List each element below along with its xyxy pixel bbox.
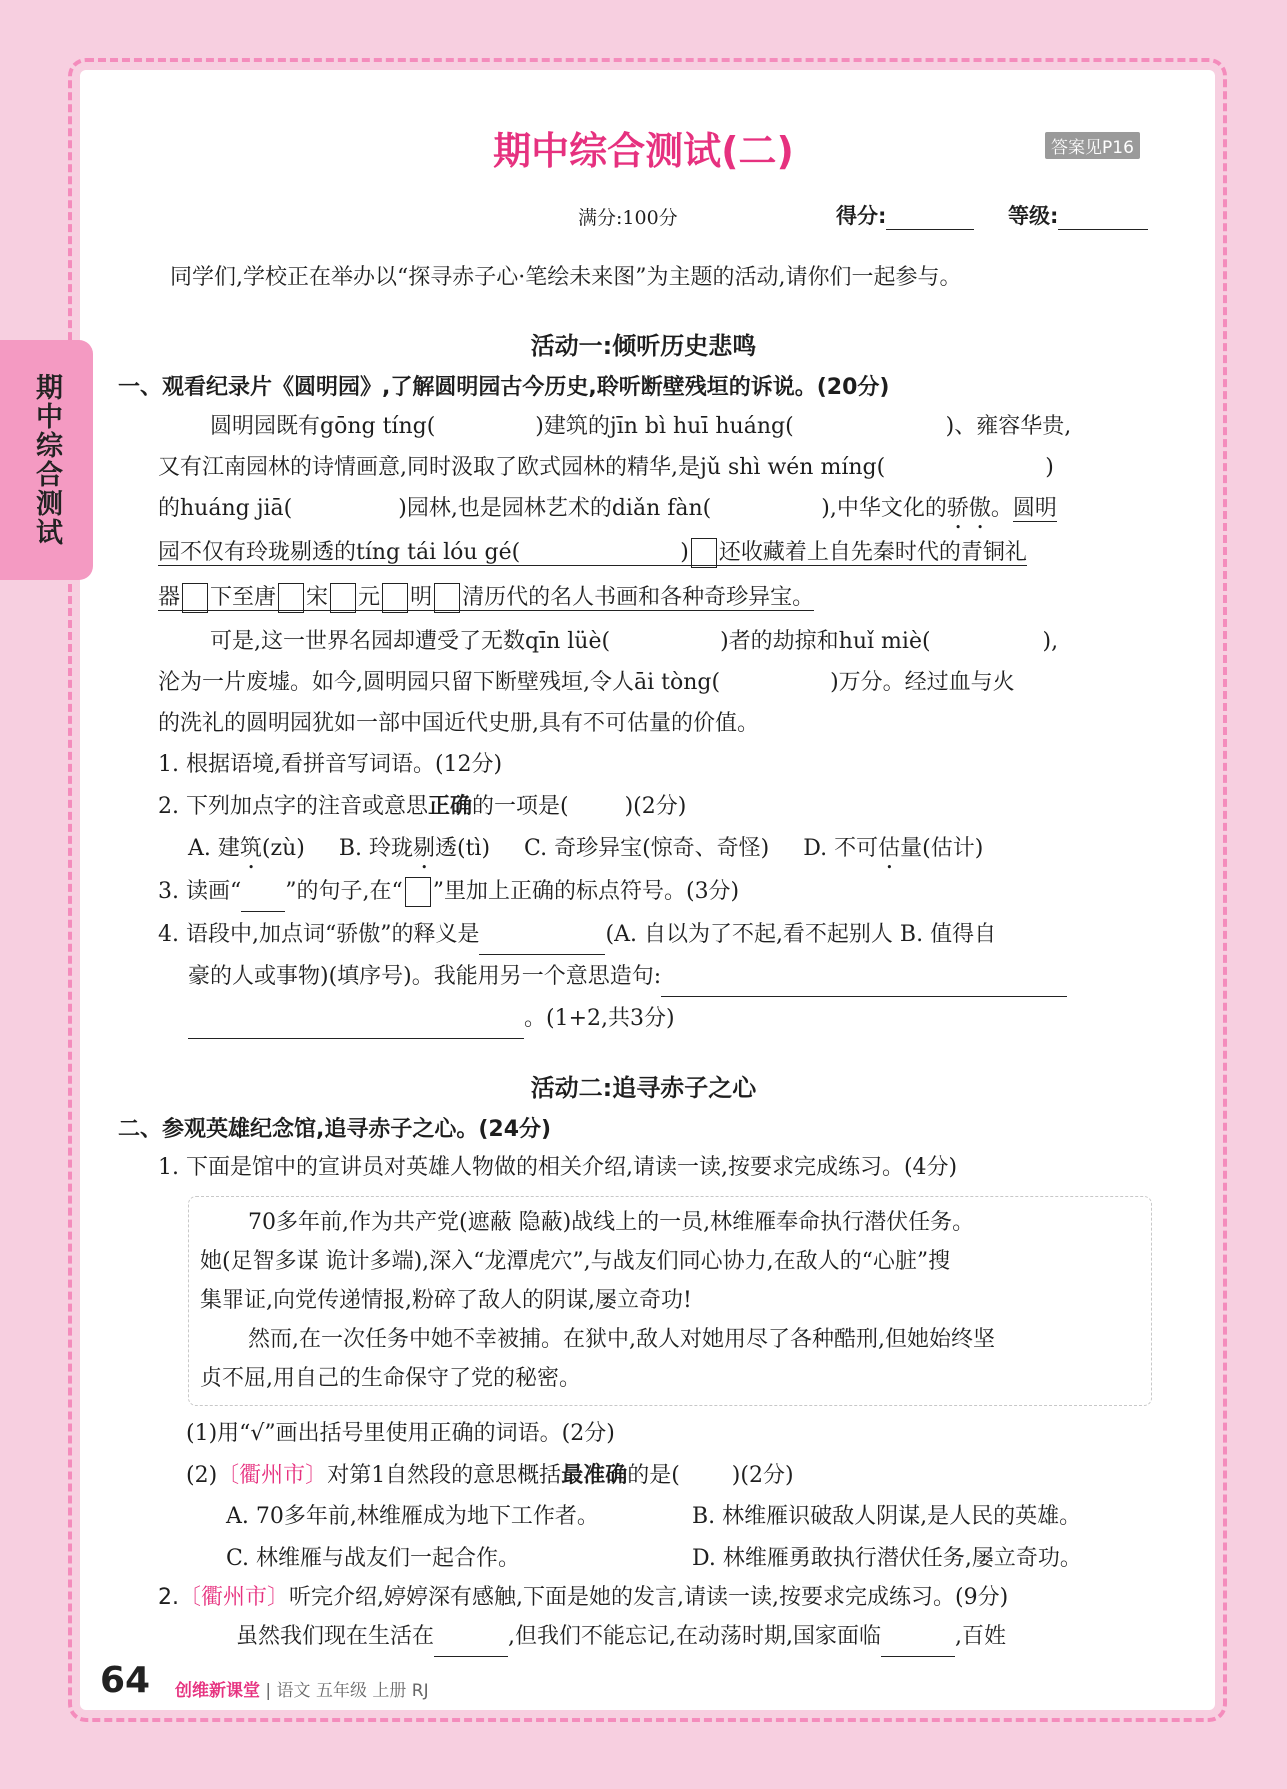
text: )建筑的jīn bì huī huáng( (535, 414, 794, 439)
q2-speech-line1 (236, 1617, 1006, 1657)
score-blank[interactable] (886, 207, 974, 230)
q2-subquestion-1: 1. 下面是馆中的宣讲员对英雄人物做的相关介绍,请读一读,按要求完成练习。(4分) (158, 1155, 958, 1180)
answer-blank[interactable] (881, 1628, 955, 1657)
text: 4. 语段中,加点词“骄傲”的释义是 (158, 922, 480, 947)
text: 虽然我们现在生活在 (236, 1624, 435, 1649)
passage2-line3: 的洗礼的圆明园犹如一部中国近代史册,具有不可估量的价值。 (158, 711, 759, 736)
text: 的一项是( (472, 794, 569, 819)
subquestion-4 (158, 915, 996, 955)
text: ”的句子,在“ (285, 879, 403, 904)
text: 2. (158, 1585, 179, 1610)
text: )园林,也是园林艺术的diǎn fàn( (398, 496, 712, 521)
text: )、雍容华贵, (945, 414, 1072, 439)
text: 元 (358, 585, 381, 610)
text: 宋 (306, 585, 329, 610)
score-field[interactable] (836, 200, 974, 230)
text: 。 (990, 496, 1013, 521)
text: 透(tì) (435, 836, 491, 861)
answer-blank[interactable] (434, 1628, 508, 1657)
passage-line: 然而,在一次任务中她不幸被捕。在狱中,敌人对她用尽了各种酷刑,但她始终坚 (248, 1327, 995, 1352)
text: 听完介绍,婷婷深有感触,下面是她的发言,请读一读,按要求完成练习。(9分) (289, 1585, 1009, 1610)
punctuation-box[interactable] (182, 583, 208, 613)
text: 2. 下列加点字的注音或意思 (158, 794, 428, 819)
text: ),中华文化的 (821, 496, 947, 521)
text: 沦为一片废墟。如今,圆明园只留下断壁残垣,令人āi tòng( (158, 670, 721, 695)
text: 的是( (627, 1463, 680, 1488)
dotted-word: 骄傲 (946, 496, 991, 521)
section-side-tab (0, 340, 93, 580)
text: 明 (410, 585, 433, 610)
sentence-blank-2[interactable] (188, 1010, 524, 1039)
region-tag: 〔衢州市〕 (217, 1463, 328, 1488)
text: 器 (158, 585, 181, 610)
emphasis-text: 最准确 (561, 1462, 628, 1488)
text: 园不仅有玲珑剔透的tíng tái lóu gé( (158, 540, 521, 565)
text: 的huáng jiā( (158, 496, 293, 521)
text: )(2分) (731, 1463, 794, 1488)
score-label: 得分: (836, 204, 887, 228)
page-number: 64 (100, 1660, 151, 1701)
q2-option-a[interactable]: A. 70多年前,林维雁成为地下工作者。 (226, 1504, 599, 1529)
passage1-line3 (158, 489, 1057, 534)
side-tab-label: 期中综合测试 (31, 373, 62, 547)
option-c[interactable]: C. 奇珍异宝(惊奇、奇怪) (524, 836, 770, 861)
passage-line: 70多年前,作为共产党(遮蔽 隐蔽)战线上的一员,林维雁奉命执行潜伏任务。 (248, 1210, 975, 1235)
text: 清历代的名人书画和各种奇珍异宝。 (462, 585, 815, 610)
dotted-char: 筑 (239, 836, 262, 861)
grade-label: 等级: (1008, 204, 1059, 228)
emphasis-text: 正确 (427, 793, 472, 819)
grade-field[interactable] (1008, 200, 1148, 230)
text: )万分。经过血与火 (830, 670, 1015, 695)
brand-name: 创维新课堂 (175, 1681, 260, 1701)
text: 对第1自然段的意思概括 (327, 1463, 562, 1488)
text: 。(1+2,共3分) (524, 1006, 675, 1031)
intro-text: 同学们,学校正在举办以“探寻赤子心·笔绘未来图”为主题的活动,请你们一起参与。 (170, 265, 962, 290)
text: ) (1045, 455, 1054, 480)
text: ,百姓 (955, 1624, 1006, 1649)
subquestion-4-line3 (188, 999, 675, 1039)
underlined-sentence (158, 540, 1027, 566)
activity1-title: 活动一:倾听历史悲鸣 (530, 332, 757, 360)
q2-subquestion-2 (158, 1578, 1008, 1618)
text: 豪的人或事物)(填序号)。我能用另一个意思造句: (188, 964, 662, 989)
question1-heading: 一、观看纪录片《圆明园》,了解圆明园古今历史,聆听断壁残垣的诉说。(20分) (118, 375, 890, 400)
punctuation-box[interactable] (330, 583, 356, 613)
q2-option-b[interactable]: B. 林维雁识破敌人阴谋,是人民的英雄。 (692, 1504, 1082, 1529)
text: 又有江南园林的诗情画意,同时汲取了欧式园林的精华,是jǔ shì wén míng( (158, 455, 886, 480)
text: 可是,这一世界名园却遭受了无数qīn lüè( (210, 629, 611, 654)
passage1-line2 (158, 448, 1054, 488)
text: )者的劫掠和huǐ miè( (720, 629, 931, 654)
full-score: 满分:100分 (578, 207, 678, 229)
q2-sub2 (186, 1455, 794, 1496)
text: )(2分) (624, 794, 687, 819)
text: 圆明园既有gōng tíng( (210, 414, 436, 439)
q2-option-d[interactable]: D. 林维雁勇敢执行潜伏任务,屡立奇功。 (692, 1546, 1082, 1571)
underline-sample (241, 885, 285, 912)
text: ”里加上正确的标点符号。(3分) (432, 879, 740, 904)
text: B. 玲珑 (338, 836, 413, 861)
activity2-title: 活动二:追寻赤子之心 (530, 1074, 757, 1102)
passage-line: 她(足智多谋 诡计多端),深入“龙潭虎穴”,与战友们同心协力,在敌人的“心脏”搜 (200, 1249, 951, 1274)
underlined-sentence (158, 585, 814, 611)
subquestion-4-line2 (188, 957, 1067, 997)
option-d[interactable] (803, 836, 983, 861)
text: 下至唐 (210, 585, 277, 610)
book-info: 语文 五年级 上册 RJ (276, 1681, 429, 1701)
answer-reference-badge: 答案见P16 (1045, 132, 1140, 159)
grade-blank[interactable] (1058, 207, 1148, 230)
text: 量(估计) (900, 836, 984, 861)
dotted-char: 剔 (412, 836, 435, 861)
text: ), (1042, 629, 1059, 654)
option-a[interactable] (188, 836, 305, 861)
passage1-line1 (210, 407, 1071, 447)
punctuation-box[interactable] (434, 583, 460, 613)
subquestion-1: 1. 根据语境,看拼音写词语。(12分) (158, 752, 503, 777)
dotted-char: 估 (878, 836, 901, 861)
sentence-blank[interactable] (661, 968, 1067, 997)
text: 还收藏着上自先秦时代的青铜礼 (718, 540, 1027, 565)
q2-option-c[interactable]: C. 林维雁与战友们一起合作。 (226, 1546, 521, 1571)
punctuation-box[interactable] (691, 538, 717, 568)
passage-line: 集罪证,向党传递情报,粉碎了敌人的阴谋,屡立奇功! (200, 1288, 692, 1313)
option-b[interactable] (339, 836, 490, 861)
region-tag: 〔衢州市〕 (179, 1585, 290, 1610)
subquestion-2 (158, 786, 686, 827)
q2-sub1: (1)用“√”画出括号里使用正确的词语。(2分) (186, 1421, 615, 1446)
footer-info: 创维新课堂 | 语文 五年级 上册 RJ (175, 1681, 429, 1701)
punctuation-box[interactable] (382, 583, 408, 613)
box-sample (405, 877, 431, 907)
text: (A. 自以为了不起,看不起别人 B. 值得自 (605, 922, 997, 947)
subquestion-3 (158, 872, 739, 912)
text: (zù) (261, 836, 305, 861)
passage2-line1 (210, 622, 1058, 662)
passage1-line5 (158, 578, 814, 618)
passage-line: 贞不屈,用自己的生命保守了党的秘密。 (200, 1366, 581, 1391)
page-title: 期中综合测试(二) (493, 129, 794, 173)
passage2-line2 (158, 663, 1015, 703)
text: (2) (186, 1463, 218, 1488)
answer-blank[interactable] (479, 926, 605, 955)
subquestion-2-options (188, 829, 983, 874)
punctuation-box[interactable] (278, 583, 304, 613)
passage1-line4 (158, 533, 1027, 573)
text: 3. 读画“ (158, 879, 242, 904)
text: ,但我们不能忘记,在动荡时期,国家面临 (508, 1624, 881, 1649)
text: ) (680, 540, 689, 565)
question2-heading: 二、参观英雄纪念馆,追寻赤子之心。(24分) (118, 1117, 552, 1142)
text: A. 建 (188, 836, 240, 861)
underlined-text: 圆明 (1012, 496, 1057, 521)
text: D. 不可 (803, 836, 879, 861)
